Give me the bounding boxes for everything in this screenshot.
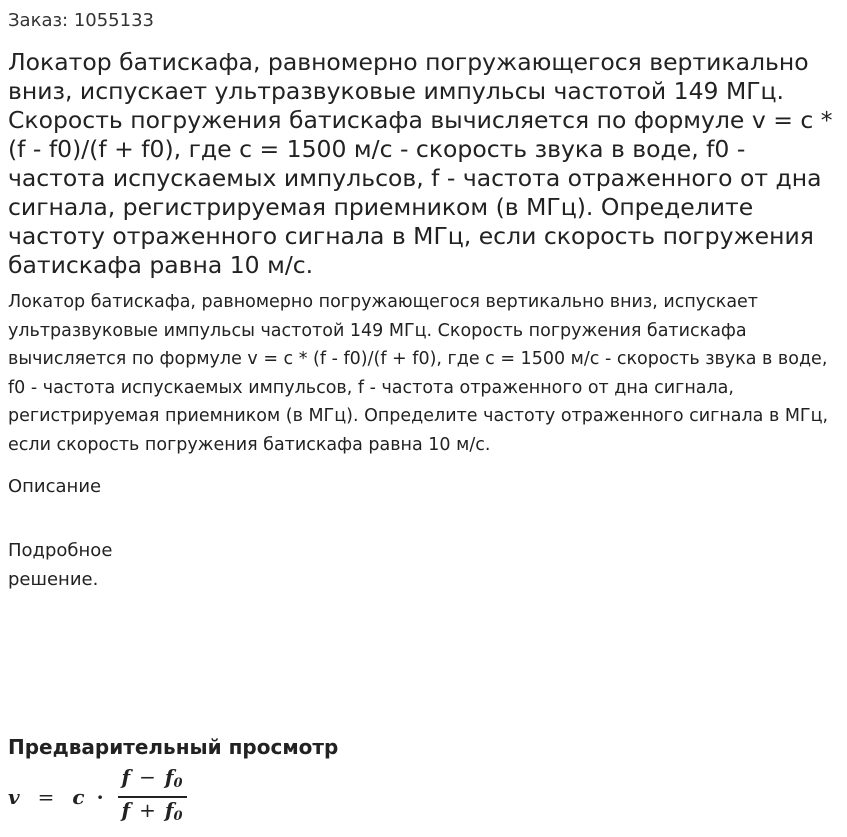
preview-formula xyxy=(8,765,187,824)
formula-fraction xyxy=(118,766,187,828)
order-number: Заказ: 1055133 xyxy=(8,10,154,31)
formula-equals: = xyxy=(37,785,55,809)
preview-heading: Предварительный просмотр xyxy=(8,735,339,759)
formula-factor: c xyxy=(72,785,85,809)
problem-title: Локатор батискафа, равномерно погружающегося вертикально вниз, испускает ультразвуковые импульсы частотой 149 МГц. Скорость погружения батискафа вычисляется по формуле v = c * (f - f0)/(f + f0), где с = 1500 м/с - скорость звука в воде, f0 - частота испускаемых импульсов, f - частота отраженного от дна сигнала, регистрируемая приемником (в МГц). Определите частоту отраженного сигнала в МГц, если скорость погружения батискафа равна 10 м/с. xyxy=(8,48,833,279)
description-label: Описание xyxy=(8,476,102,497)
formula-denominator: $f + f_0$ xyxy=(121,798,183,824)
description-detail: Подробное решение. xyxy=(8,540,113,590)
formula-numerator: $f - f_0$ xyxy=(121,765,183,791)
problem-body: Локатор батискафа, равномерно погружающегося вертикально вниз, испускает ультразвуковые импульсы частотой 149 МГц. Скорость погружения батискафа вычисляется по формуле v = c * (f - f0)/(f + f0), где с = 1500 м/с - скорость звука в воде, f0 - частота испускаемых импульсов, f - частота отраженного от дна сигнала, регистрируемая приемником (в МГц). Определите частоту отраженного сигнала в МГц, если скорость погружения батискафа равна 10 м/с. xyxy=(8,292,829,455)
formula-lhs: v xyxy=(8,785,20,809)
formula-times: · xyxy=(96,785,104,809)
